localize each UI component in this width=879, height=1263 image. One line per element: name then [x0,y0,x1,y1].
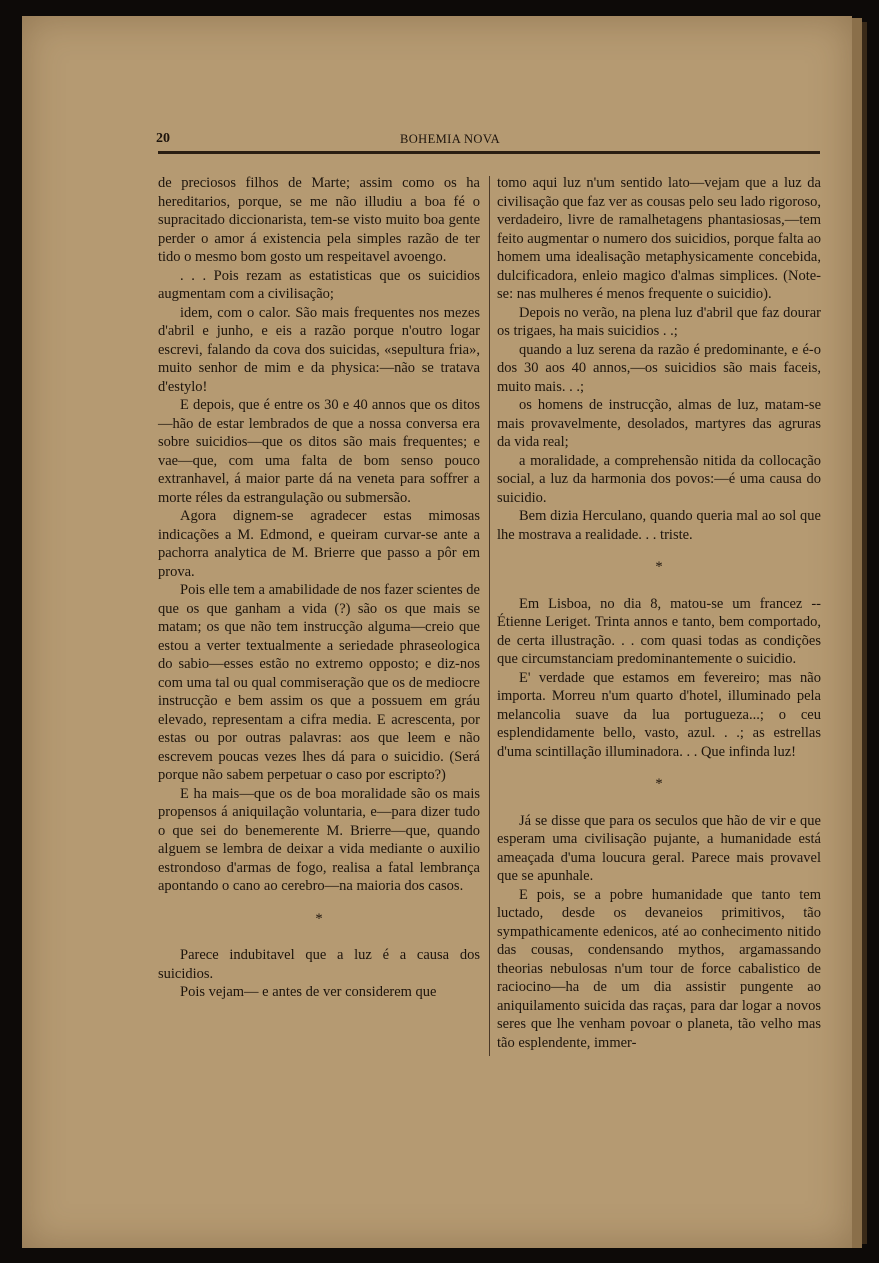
paragraph: Agora dignem-se agradecer estas mimosas indicações a M. Edmond, e queiram curvar-se ante a pachorra analytica de M. Brierre que passo a pôr em prova. [158,508,480,580]
column-divider [489,176,490,1056]
paragraph: Pois vejam— e antes de ver considerem que [180,984,437,1000]
paragraph: Bem dizia Herculano, quando queria mal ao sol que lhe mostrava a realidade. . . triste. [497,508,821,543]
section-break-asterisk: * [655,776,663,792]
paragraph: a moralidade, a comprehensão nitida da collocação social, a luz da harmonia dos povos:—é uma causa do suicidio. [497,452,821,506]
paragraph: Em Lisboa, no dia 8, matou-se um francez -- Étienne Leriget. Trinta annos e tanto, bem comportado, de certa illustração. . . com quasi todas as condições que circumstanciam predominantemente o suicidio. [497,595,821,667]
paragraph: Já se disse que para os seculos que hão de vir e que esperam uma civilisação pujante, a humanidade está ameaçada d'uma loucura geral. Parece mais provavel que se apunhale. [497,812,821,884]
paragraph: os homens de instrucção, almas de luz, matam-se mais provavelmente, desolados, martyres das agruras da vida real; [497,397,821,450]
paragraph: Depois no verão, na plena luz d'abril que faz dourar os trigaes, ha mais suicidios . .; [497,304,821,339]
paragraph: tomo aqui luz n'um sentido lato—vejam que a luz da civilisação que faz ver as cousas pelo seu lado rigoroso, verdadeiro, livre de ramalhetagens phantasiosas,—tem feito augmentar o numero dos suicidios, porque falta ao homem uma idealisação metaphysicamente concebida, dulcificadora, enleio magico d'almas simplices. (Note-se: nas mulheres é menos frequente o suicidio). [497,175,821,302]
paragraph: E depois, que é entre os 30 e 40 annos que os ditos—hão de estar lembrados de que a nossa conversa era sobre suicidios—que os ditos são mais frequentes; e vae—que, com uma falta de bom senso pouco extranhavel, á maior parte dá na veneta para soffrer a morte réles da estrangulação ou submersão. [158,397,480,506]
running-head: BOHEMIA NOVA [400,132,501,146]
paragraph: E pois, se a pobre humanidade que tanto tem luctado, desde os devaneios primitivos, tão sympathicamente edenicos, até ao conhecimento nitido das cousas, condensando mythos, argamassando theorias nebulosas n'um tour de force cabalistico de raciocino—ha de um dia assistir pungente ao aniquilamento suicida das raças, para dar logar a novos seres que lhe venham povoar o planeta, tão velho mas tão esplendente, immer- [497,886,821,1051]
paragraph: E ha mais—que os de boa moralidade são os mais propensos á aniquilação voluntaria, e—para dizer tudo o que sei do benemerente M. Brierre—que, quando alguem se lembra de deixar a vida mediante o auxilio estrondoso d'armas de fogo, realisa a fatal lembrança apontando o cano ao cerebro—na maioria dos casos. [158,785,480,894]
page-edge-shadow [862,22,867,1244]
paragraph: Pois elle tem a amabilidade de nos fazer scientes de que os que ganham a vida (?) são os que mais se matam; os que não tem instrucção alguma—creio que estou a verter textualmente a seriedade phraseologica do sabio—esses estão no extremo opposto; e diz-nos com uma tal ou qual commiseração que os de mediocre instrucção e bem assim os que a possuem em gráu elevado, representam a cifra media. E acrescenta, por estas ou por outras palavras: aos que leem e não escrevem poucas vezes lhes dá para o suicidio. (Será porque não sabem perpetuar o caso por escripto?) [158,582,480,783]
page-number: 20 [156,131,170,146]
section-break-asterisk: * [315,910,323,927]
paragraph: Parece indubitavel que a luz é a causa dos suicidios. [158,947,480,982]
paragraph: E' verdade que estamos em fevereiro; mas não importa. Morreu n'um quarto d'hotel, illuminado pela melancolia suave da lua portugueza...; o ceu esplendidamente bello, vasto, azul. . .; as estrellas d'uma scintillação illuminadora. . . Que infinda luz! [497,669,821,760]
paragraph: idem, com o calor. São mais frequentes nos mezes d'abril e junho, e eis a razão porque n'outro logar escrevi, falando da cova dos suicidas, «sepultura fria», muito senhor de mim e da physica:—não se tratava d'estylo! [158,304,480,395]
right-column [497,174,821,1052]
header-rule [158,151,820,154]
section-break-asterisk: * [655,559,663,575]
page-edge [852,18,862,1248]
left-column [158,174,480,1002]
paragraph: de preciosos filhos de Marte; assim como os ha hereditarios, porque, se me não illudiu a boa fé o supracitado diccionarista, tem-se visto muito boa gente perder o amor á existencia pela simples razão de ter tido o mesmo bom gosto um respeitavel avoengo. [158,175,480,265]
paragraph: . . . Pois rezam as estatisticas que os suicidios augmentam com a civilisação; [158,267,480,302]
paragraph: quando a luz serena da razão é predominante, e é-o dos 30 aos 40 annos,—os suicidios são mais faceis, muito mais. . .; [497,341,821,395]
